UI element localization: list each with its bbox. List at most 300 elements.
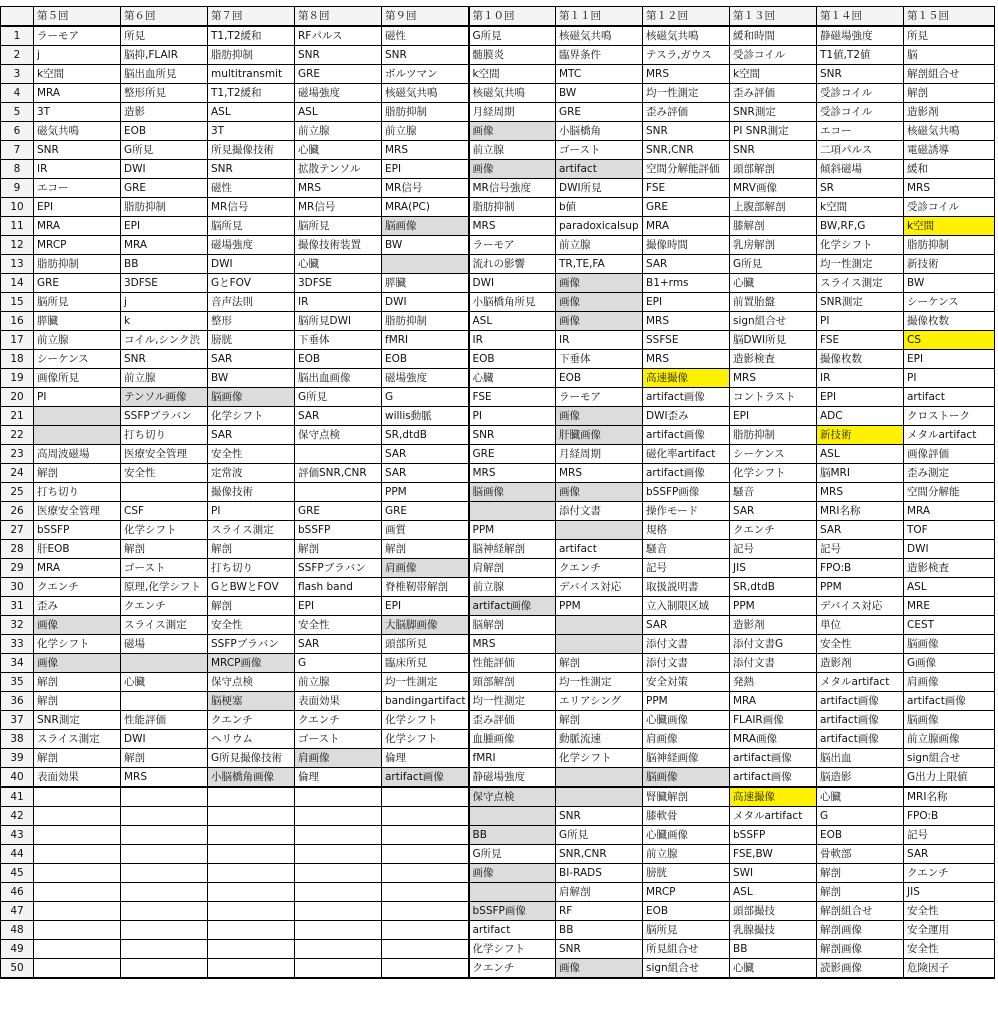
table-cell[interactable]: k空間 [730,65,817,84]
table-cell[interactable]: スライス測定 [817,274,904,293]
table-cell[interactable]: j [34,46,121,65]
table-cell[interactable]: 取扱説明書 [643,578,730,597]
row-number[interactable]: 18 [1,350,34,369]
table-cell[interactable]: 記号 [643,559,730,578]
table-cell[interactable]: 膀胱 [643,864,730,883]
row-number[interactable]: 28 [1,540,34,559]
table-cell[interactable]: 心臓 [469,369,556,388]
table-cell[interactable]: 脳 [904,46,995,65]
table-cell[interactable]: クエンチ [556,559,643,578]
table-cell[interactable]: FLAIR画像 [730,711,817,730]
table-cell[interactable]: MTC [556,65,643,84]
row-number[interactable]: 49 [1,940,34,959]
table-cell[interactable] [208,940,295,959]
table-cell[interactable]: メタルartifact [904,426,995,445]
table-cell[interactable] [34,883,121,902]
table-cell[interactable]: 画像 [556,483,643,502]
table-cell[interactable]: artifact画像 [382,768,469,788]
table-cell[interactable]: メタルartifact [817,673,904,692]
table-cell[interactable] [34,921,121,940]
row-number[interactable]: 3 [1,65,34,84]
table-cell[interactable]: 心臓画像 [643,711,730,730]
table-cell[interactable] [382,940,469,959]
table-cell[interactable] [34,902,121,921]
table-cell[interactable]: 緩和時間 [730,26,817,46]
table-cell[interactable]: 撮像技術装置 [295,236,382,255]
table-cell[interactable]: 脂肪抑制 [121,198,208,217]
table-cell[interactable]: 前立腺 [556,236,643,255]
table-cell[interactable]: 磁場 [121,635,208,654]
table-cell[interactable]: 性能評価 [469,654,556,673]
table-cell[interactable]: 脳抑,FLAIR [121,46,208,65]
table-cell[interactable]: ADC [817,407,904,426]
table-cell[interactable]: エコー [34,179,121,198]
table-cell[interactable]: 解剖 [208,540,295,559]
table-cell[interactable]: 臨床所見 [382,654,469,673]
table-cell[interactable]: G所見 [295,388,382,407]
row-number[interactable]: 40 [1,768,34,788]
table-cell[interactable]: b値 [556,198,643,217]
table-cell[interactable]: IR [469,331,556,350]
table-cell[interactable]: MRI名称 [904,787,995,807]
table-cell[interactable] [121,692,208,711]
table-cell[interactable] [208,902,295,921]
table-cell[interactable]: 新技術 [904,255,995,274]
table-cell[interactable]: bSSFP [34,521,121,540]
table-cell[interactable] [295,902,382,921]
table-cell[interactable]: ASL [469,312,556,331]
table-cell[interactable]: 前置胎盤 [730,293,817,312]
table-cell[interactable]: 核磁気共鳴 [904,122,995,141]
table-cell[interactable]: 脳画像 [208,388,295,407]
table-cell[interactable]: SSFPブラバン [208,635,295,654]
table-cell[interactable]: 解剖 [34,692,121,711]
row-number[interactable]: 22 [1,426,34,445]
table-cell[interactable]: fMRI [382,331,469,350]
table-cell[interactable]: 肩画像 [382,559,469,578]
table-cell[interactable]: 化学シフト [121,521,208,540]
table-cell[interactable] [121,921,208,940]
row-number[interactable]: 42 [1,807,34,826]
table-cell[interactable] [382,921,469,940]
table-cell[interactable]: クエンチ [34,578,121,597]
table-cell[interactable] [121,654,208,673]
table-cell[interactable]: MRA [34,559,121,578]
table-cell[interactable]: IR [817,369,904,388]
table-cell[interactable]: EPI [730,407,817,426]
table-cell[interactable]: artifact画像 [643,388,730,407]
table-cell[interactable]: MRA画像 [730,730,817,749]
table-cell[interactable]: 画像 [556,312,643,331]
table-cell[interactable]: SAR [643,255,730,274]
table-cell[interactable]: IR [295,293,382,312]
table-cell[interactable]: エコー [817,122,904,141]
table-cell[interactable]: SNR [295,46,382,65]
table-cell[interactable]: 脊椎靭帯解剖 [382,578,469,597]
table-cell[interactable]: ASL [208,103,295,122]
table-cell[interactable]: 脳造影 [817,768,904,788]
table-cell[interactable]: 規格 [643,521,730,540]
row-number[interactable]: 1 [1,26,34,46]
table-cell[interactable]: 単位 [817,616,904,635]
column-header[interactable]: 第１３回 [730,7,817,27]
table-cell[interactable]: エリアシング [556,692,643,711]
table-cell[interactable]: MRS [643,312,730,331]
table-cell[interactable]: artifact画像 [730,768,817,788]
row-number[interactable]: 16 [1,312,34,331]
table-cell[interactable]: BW [556,84,643,103]
table-cell[interactable]: FSE [643,179,730,198]
table-cell[interactable]: EOB [817,826,904,845]
row-number[interactable]: 33 [1,635,34,654]
table-cell[interactable]: PPM [556,597,643,616]
table-cell[interactable]: ボルツマン [382,65,469,84]
table-cell[interactable]: 発熱 [730,673,817,692]
table-cell[interactable]: 危険因子 [904,959,995,979]
table-cell[interactable]: 均一性測定 [382,673,469,692]
table-cell[interactable]: テンソル画像 [121,388,208,407]
table-cell[interactable] [295,940,382,959]
table-cell[interactable]: 脳出血画像 [295,369,382,388]
row-number[interactable]: 32 [1,616,34,635]
table-cell[interactable]: 原理,化学シフト [121,578,208,597]
table-cell[interactable]: 核磁気共鳴 [382,84,469,103]
table-cell[interactable]: BI-RADS [556,864,643,883]
table-cell[interactable]: 解剖組合せ [904,65,995,84]
table-cell[interactable]: FSE [469,388,556,407]
table-cell[interactable] [295,807,382,826]
table-cell[interactable]: MRA [121,236,208,255]
table-cell[interactable]: 化学シフト [34,635,121,654]
table-cell[interactable]: MRS [469,464,556,483]
table-cell[interactable]: EPI [382,160,469,179]
table-cell[interactable]: EPI [817,388,904,407]
table-cell[interactable]: コイル,シンク渋 [121,331,208,350]
table-cell[interactable]: 前立腺 [295,673,382,692]
table-cell[interactable]: 核磁気共鳴 [556,26,643,46]
table-cell[interactable]: SNR [643,122,730,141]
table-cell[interactable]: artifact [904,388,995,407]
table-cell[interactable]: 安全性 [817,635,904,654]
table-cell[interactable]: PI [817,312,904,331]
table-cell[interactable]: 脂肪抑制 [469,198,556,217]
table-cell[interactable]: 前立腺 [469,141,556,160]
table-cell[interactable]: 解剖 [34,749,121,768]
table-cell[interactable]: 二項パルス [817,141,904,160]
table-cell[interactable]: artifact画像 [730,749,817,768]
table-cell[interactable]: 均一性測定 [817,255,904,274]
table-cell[interactable]: 撮像枚数 [904,312,995,331]
table-cell[interactable]: EPI [643,293,730,312]
table-cell[interactable]: 脳出血所見 [121,65,208,84]
table-cell[interactable]: sign組合せ [730,312,817,331]
table-cell[interactable]: 心臓 [730,274,817,293]
table-cell[interactable] [34,940,121,959]
table-cell[interactable] [295,845,382,864]
table-cell[interactable]: bandingartifact [382,692,469,711]
table-cell[interactable]: 脳画像 [382,217,469,236]
table-cell[interactable]: 肩解剖 [469,559,556,578]
table-cell[interactable]: MRS [643,65,730,84]
column-header[interactable]: 第９回 [382,7,469,27]
table-cell[interactable]: BW,RF,G [817,217,904,236]
table-cell[interactable]: 脳所見DWI [295,312,382,331]
row-number[interactable]: 4 [1,84,34,103]
table-cell[interactable]: スライス測定 [208,521,295,540]
table-cell[interactable]: BB [121,255,208,274]
row-number[interactable]: 15 [1,293,34,312]
table-cell[interactable] [121,864,208,883]
table-cell[interactable]: j [121,293,208,312]
table-cell[interactable]: 造影検査 [730,350,817,369]
table-cell[interactable] [382,864,469,883]
table-cell[interactable]: SAR [295,635,382,654]
table-cell[interactable]: 画像 [469,122,556,141]
table-cell[interactable] [295,921,382,940]
table-cell[interactable]: クエンチ [208,711,295,730]
table-cell[interactable]: G所見 [469,26,556,46]
table-cell[interactable]: 乳腺撮技 [730,921,817,940]
column-header[interactable]: 第１４回 [817,7,904,27]
table-cell[interactable]: 脳神経画像 [643,749,730,768]
table-cell[interactable]: 心臓 [121,673,208,692]
row-number[interactable]: 27 [1,521,34,540]
table-cell[interactable]: SNR [469,426,556,445]
table-cell[interactable]: 倫理 [295,768,382,788]
column-header[interactable]: 第１５回 [904,7,995,27]
table-cell[interactable]: 化学シフト [817,236,904,255]
table-cell[interactable]: 化学シフト [382,730,469,749]
table-cell[interactable]: 受診コイル [817,84,904,103]
table-cell[interactable]: コントラスト [730,388,817,407]
table-cell[interactable]: BW [208,369,295,388]
table-cell[interactable]: MRI名称 [817,502,904,521]
table-cell[interactable]: MRS [730,369,817,388]
table-cell[interactable]: 血腫画像 [469,730,556,749]
table-cell[interactable]: MRA(PC) [382,198,469,217]
table-cell[interactable]: MR信号 [208,198,295,217]
table-cell[interactable]: 磁性 [382,26,469,46]
table-cell[interactable]: 静磁場強度 [817,26,904,46]
table-cell[interactable]: SR [817,179,904,198]
table-cell[interactable]: SNR [817,65,904,84]
table-cell[interactable] [34,845,121,864]
table-cell[interactable]: 安全性 [208,616,295,635]
table-cell[interactable] [469,883,556,902]
table-cell[interactable]: 磁場強度 [382,369,469,388]
table-cell[interactable] [121,845,208,864]
table-cell[interactable] [121,807,208,826]
table-cell[interactable]: 画質 [382,521,469,540]
table-cell[interactable]: SNR,CNR [556,845,643,864]
table-cell[interactable]: 前立腺 [295,122,382,141]
row-number[interactable]: 45 [1,864,34,883]
table-cell[interactable]: デバイス対応 [556,578,643,597]
table-cell[interactable]: 歪み評価 [469,711,556,730]
table-cell[interactable] [382,787,469,807]
table-cell[interactable]: GRE [469,445,556,464]
table-cell[interactable]: SAR [295,407,382,426]
table-cell[interactable]: シーケンス [730,445,817,464]
column-header[interactable]: 第１２回 [643,7,730,27]
table-cell[interactable]: 安全対策 [643,673,730,692]
table-cell[interactable]: 打ち切り [121,426,208,445]
table-cell[interactable]: 脳所見 [34,293,121,312]
table-cell[interactable]: SAR [382,464,469,483]
table-cell[interactable]: 記号 [730,540,817,559]
table-cell[interactable]: PPM [730,597,817,616]
table-cell[interactable]: 前立腺 [469,578,556,597]
table-cell[interactable]: fMRI [469,749,556,768]
column-header[interactable]: 第８回 [295,7,382,27]
row-number[interactable]: 23 [1,445,34,464]
table-cell[interactable]: 画像 [469,864,556,883]
table-cell[interactable]: SNR測定 [817,293,904,312]
column-header[interactable]: 第７回 [208,7,295,27]
table-cell[interactable]: 倫理 [382,749,469,768]
table-cell[interactable]: BW [904,274,995,293]
table-cell[interactable]: 膀胱 [208,331,295,350]
table-cell[interactable]: 安全性 [904,940,995,959]
table-cell[interactable]: PPM [469,521,556,540]
table-cell[interactable]: 動脈流速 [556,730,643,749]
table-cell[interactable]: EOB [469,350,556,369]
table-cell[interactable]: ラーモア [34,26,121,46]
table-cell[interactable]: FSE [817,331,904,350]
row-number[interactable]: 2 [1,46,34,65]
table-cell[interactable]: 画像 [469,160,556,179]
table-cell[interactable]: 心臓 [730,959,817,979]
table-cell[interactable]: 核磁気共鳴 [643,26,730,46]
table-cell[interactable]: 立入制限区域 [643,597,730,616]
table-cell[interactable]: 解剖 [817,864,904,883]
table-cell[interactable]: シーケンス [34,350,121,369]
table-cell[interactable] [469,502,556,521]
table-cell[interactable]: 打ち切り [34,483,121,502]
table-cell[interactable]: 頭部撮技 [730,902,817,921]
table-cell[interactable] [34,959,121,979]
table-cell[interactable] [295,864,382,883]
table-cell[interactable]: 騒音 [730,483,817,502]
table-cell[interactable]: FSE,BW [730,845,817,864]
table-cell[interactable]: MRA [643,217,730,236]
table-cell[interactable]: 膝解剖 [730,217,817,236]
table-cell[interactable]: SR,dtdB [382,426,469,445]
table-cell[interactable]: 心臓 [295,255,382,274]
table-cell[interactable]: メタルartifact [730,807,817,826]
table-cell[interactable]: 解剖 [382,540,469,559]
table-cell[interactable]: 頭部解剖 [730,160,817,179]
table-cell[interactable]: 空間分解能 [904,483,995,502]
table-cell[interactable]: 脳画像 [904,711,995,730]
table-cell[interactable]: SSFSE [643,331,730,350]
table-cell[interactable]: 整形所見 [121,84,208,103]
table-cell[interactable] [295,959,382,979]
table-cell[interactable] [556,521,643,540]
table-cell[interactable]: 定常波 [208,464,295,483]
table-cell[interactable]: 脳画像 [469,483,556,502]
table-cell[interactable]: 脳所見 [643,921,730,940]
table-cell[interactable]: SNR [34,141,121,160]
table-cell[interactable]: 所見 [121,26,208,46]
table-cell[interactable]: 性能評価 [121,711,208,730]
table-cell[interactable]: 読影画像 [817,959,904,979]
table-cell[interactable]: 解剖 [34,464,121,483]
table-cell[interactable]: GRE [556,103,643,122]
table-cell[interactable]: 画像 [556,959,643,979]
table-cell[interactable]: 臨界条件 [556,46,643,65]
table-cell[interactable]: G所見撮像技術 [208,749,295,768]
table-cell[interactable]: 腎臓解剖 [643,787,730,807]
row-number[interactable]: 31 [1,597,34,616]
table-cell[interactable]: DWI [208,255,295,274]
table-cell[interactable]: PI [904,369,995,388]
table-cell[interactable]: FPO:B [817,559,904,578]
table-cell[interactable]: PPM [382,483,469,502]
table-cell[interactable]: MR信号 [382,179,469,198]
table-cell[interactable]: 前立腺 [121,369,208,388]
table-cell[interactable]: PI [469,407,556,426]
table-cell[interactable]: G所見 [556,826,643,845]
table-cell[interactable] [121,902,208,921]
table-cell[interactable]: artifact [556,540,643,559]
table-cell[interactable]: G所見 [121,141,208,160]
table-cell[interactable] [208,845,295,864]
table-cell[interactable]: 高周波磁場 [34,445,121,464]
table-cell[interactable]: GRE [382,502,469,521]
table-cell[interactable]: multitransmit [208,65,295,84]
table-cell[interactable]: BW [382,236,469,255]
table-cell[interactable]: 新技術 [817,426,904,445]
table-cell[interactable]: 空間分解能評価 [643,160,730,179]
table-cell[interactable]: 脳所見 [208,217,295,236]
table-cell[interactable]: 膵臓 [34,312,121,331]
table-cell[interactable]: 拡散テンソル [295,160,382,179]
table-cell[interactable]: 心臓 [295,141,382,160]
table-cell[interactable]: 頭部所見 [382,635,469,654]
table-cell[interactable] [121,483,208,502]
row-number[interactable]: 9 [1,179,34,198]
table-cell[interactable]: 肝臓画像 [556,426,643,445]
table-cell[interactable]: paradoxicalsup [556,217,643,236]
table-cell[interactable]: sign組合せ [643,959,730,979]
table-cell[interactable]: 解剖 [34,673,121,692]
table-cell[interactable]: G [817,807,904,826]
table-cell[interactable]: MRS [556,464,643,483]
row-number[interactable]: 39 [1,749,34,768]
table-cell[interactable] [382,883,469,902]
table-cell[interactable]: 上腹部解剖 [730,198,817,217]
table-cell[interactable]: ヘリウム [208,730,295,749]
table-cell[interactable]: RFパルス [295,26,382,46]
table-cell[interactable]: 月経周期 [556,445,643,464]
table-cell[interactable]: willis動脈 [382,407,469,426]
table-cell[interactable]: 肩画像 [904,673,995,692]
table-cell[interactable]: MRS [643,350,730,369]
table-cell[interactable]: sign組合せ [904,749,995,768]
table-cell[interactable]: 脂肪抑制 [382,103,469,122]
table-cell[interactable]: SNR測定 [34,711,121,730]
table-cell[interactable]: 画像所見 [34,369,121,388]
table-cell[interactable]: 膵臓 [382,274,469,293]
row-number[interactable]: 44 [1,845,34,864]
row-number[interactable]: 5 [1,103,34,122]
table-cell[interactable]: GRE [643,198,730,217]
table-cell[interactable]: 脂肪抑制 [904,236,995,255]
table-cell[interactable]: 脳出血 [817,749,904,768]
table-cell[interactable]: クエンチ [295,711,382,730]
table-cell[interactable]: 前立腺 [34,331,121,350]
